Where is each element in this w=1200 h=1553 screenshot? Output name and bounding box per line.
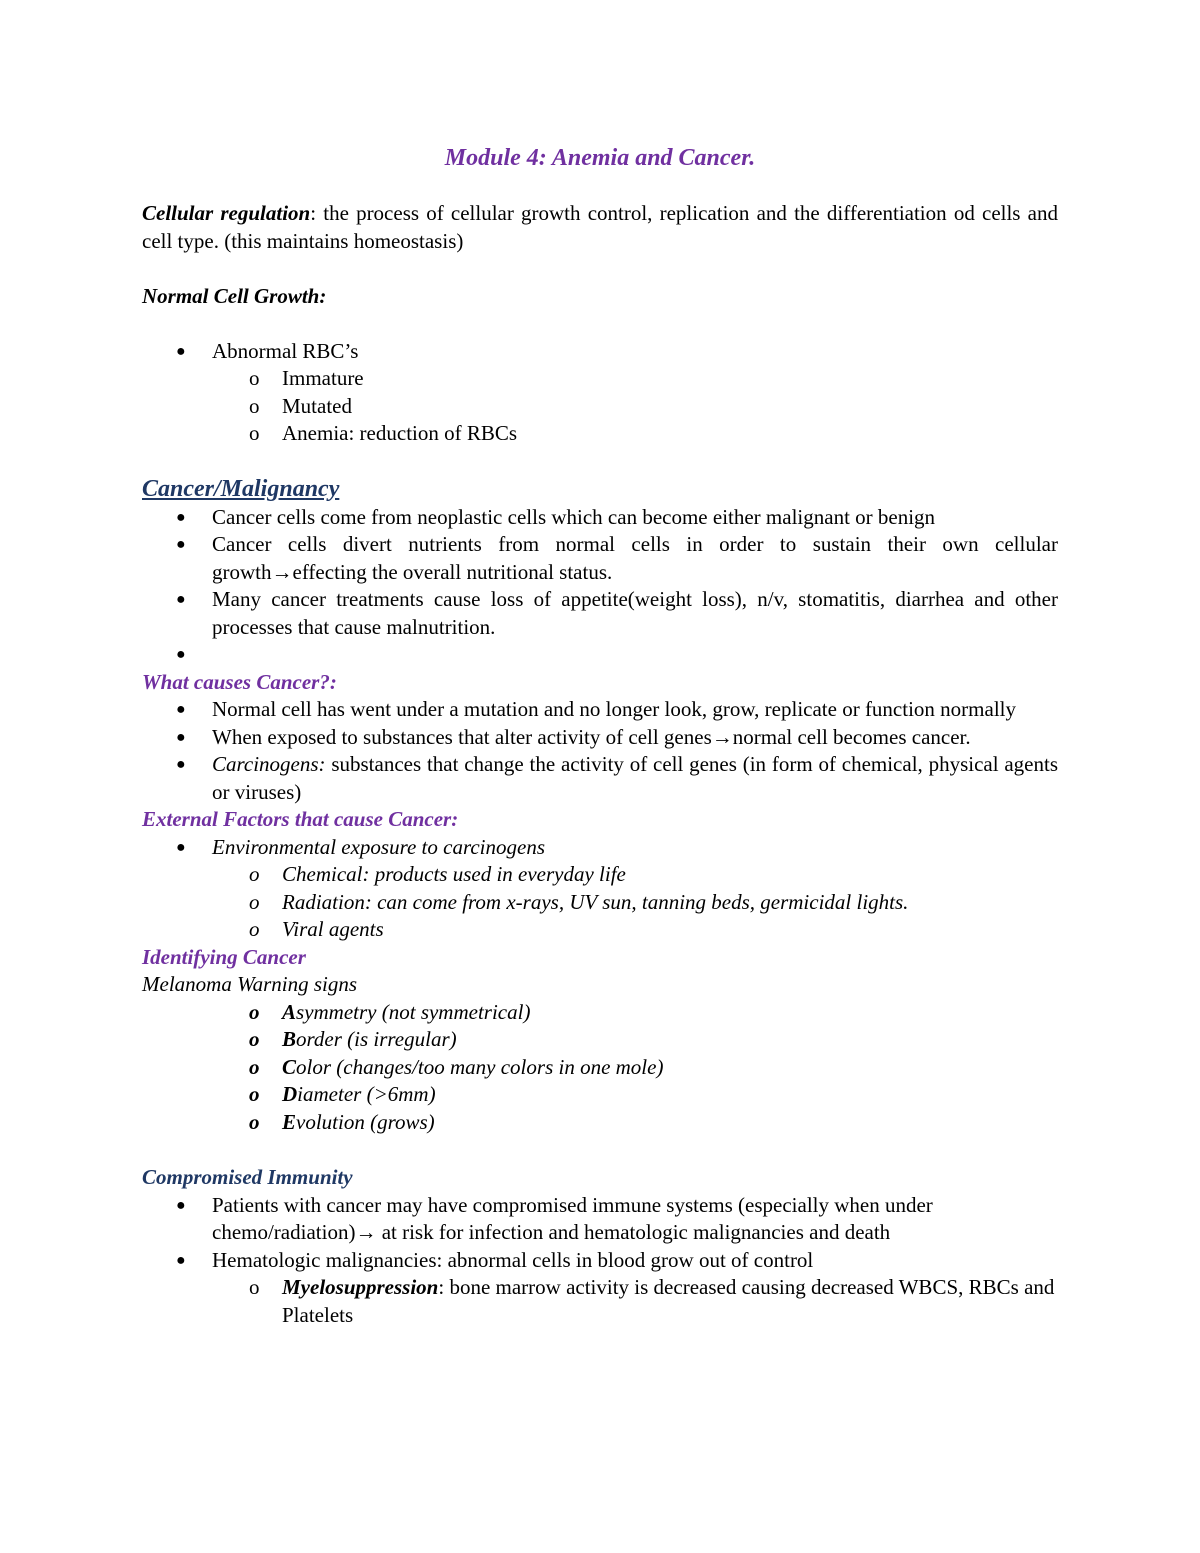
list-item: ● Hematologic malignancies: abnormal cells in blood grow out of control xyxy=(142,1247,1058,1275)
melanoma-subheading: Melanoma Warning signs xyxy=(142,972,358,996)
list-item: o Mutated xyxy=(142,393,1058,421)
what-causes-heading: What causes Cancer?: xyxy=(142,669,337,694)
list-item xyxy=(142,1274,1058,1329)
circle-bullet-icon: o xyxy=(249,917,260,941)
bullet-icon: ● xyxy=(176,1196,186,1214)
cancer-malignancy-heading: Cancer/Malignancy xyxy=(142,475,340,502)
page-title: Module 4: Anemia and Cancer. xyxy=(444,145,756,171)
identifying-cancer-heading: Identifying Cancer xyxy=(142,944,306,969)
carcinogens-definition: substances that change the activity of cell genes (in form of chemical, physical agents or viruses) xyxy=(212,752,1058,804)
bullet-icon: ● xyxy=(176,536,186,553)
circle-bullet-icon: o xyxy=(249,366,260,390)
bullet-icon: ● xyxy=(176,701,186,718)
normal-cell-growth-list xyxy=(142,338,1058,448)
list-item xyxy=(142,751,1058,806)
myelosuppression-definition: : bone marrow activity is decreased causing decreased WBCS, RBCs and Platelets xyxy=(282,1275,1055,1327)
list-item: ● Abnormal RBC’s xyxy=(142,338,1058,366)
list-item: ● Normal cell has went under a mutation and no longer look, grow, replicate or function normally xyxy=(142,696,1058,724)
cellular-regulation-term: Cellular regulation xyxy=(142,201,311,225)
circle-bullet-icon: o xyxy=(249,393,260,418)
list-item: o Anemia: reduction of RBCs xyxy=(142,420,1058,448)
compromised-immunity-list xyxy=(142,1192,1058,1330)
circle-bullet-icon: o xyxy=(249,999,260,1024)
list-item: ● Cancer cells come from neoplastic cells which can become either malignant or benign xyxy=(142,504,1058,532)
list-item: o Diameter (>6mm) xyxy=(142,1081,1058,1109)
bullet-icon: ● xyxy=(176,508,186,526)
bullet-icon: ● xyxy=(176,646,186,663)
circle-bullet-icon: o xyxy=(249,1275,260,1299)
list-item: ● When exposed to substances that alter activity of cell genes→normal cell becomes cancer. xyxy=(142,724,1058,752)
compromised-immunity-heading: Compromised Immunity xyxy=(142,1165,353,1189)
cancer-malignancy-list xyxy=(142,504,1058,669)
list-item: o Viral agents xyxy=(142,916,1058,944)
normal-cell-growth-heading: Normal Cell Growth: xyxy=(142,283,327,308)
list-item: ● Cancer cells divert nutrients from normal cells in order to sustain their own cellular growth→effecting the overall nutritional status. xyxy=(176,532,1058,584)
cellular-regulation-paragraph xyxy=(142,200,1058,255)
list-item: o Radiation: can come from x-rays, UV sun, tanning beds, germicidal lights. xyxy=(142,889,1058,917)
myelosuppression-term: Myelosuppression xyxy=(282,1275,439,1299)
circle-bullet-icon: o xyxy=(249,421,260,445)
list-item: o Immature xyxy=(142,365,1058,393)
external-factors-list xyxy=(142,834,1058,944)
circle-bullet-icon: o xyxy=(249,862,260,886)
list-item: o Chemical: products used in everyday life xyxy=(142,861,1058,889)
what-causes-list xyxy=(142,696,1058,806)
carcinogens-term: Carcinogens: xyxy=(212,752,326,776)
external-factors-heading: External Factors that cause Cancer: xyxy=(142,807,459,831)
circle-bullet-icon: o xyxy=(249,1027,260,1051)
list-item: ● Patients with cancer may have compromised immune systems (especially when under chemo/radiation)→ at risk for infection and hematologic malignancies and death xyxy=(176,1192,933,1244)
circle-bullet-icon: o xyxy=(249,1082,260,1106)
bullet-icon: ● xyxy=(176,342,186,360)
bullet-icon: ● xyxy=(176,1251,186,1269)
list-item: ● Many cancer treatments cause loss of appetite(weight loss), n/v, stomatitis, diarrhea and other processes that cause malnutrition. xyxy=(176,587,1058,639)
list-item: ● Environmental exposure to carcinogens xyxy=(142,834,1058,862)
bullet-icon: ● xyxy=(176,838,186,856)
bullet-icon: ● xyxy=(176,728,186,746)
list-item: o Evolution (grows) xyxy=(142,1109,1058,1137)
melanoma-signs-list xyxy=(142,999,1058,1137)
circle-bullet-icon: o xyxy=(249,1109,260,1134)
circle-bullet-icon: o xyxy=(249,889,260,914)
list-item: o Color (changes/too many colors in one mole) xyxy=(142,1054,1058,1082)
list-item xyxy=(142,641,1058,669)
bullet-icon: ● xyxy=(176,591,186,608)
bullet-icon: ● xyxy=(176,756,186,773)
list-item: o Asymmetry (not symmetrical) xyxy=(142,999,1058,1027)
list-item: o Border (is irregular) xyxy=(142,1026,1058,1054)
cellular-regulation-definition: : the process of cellular growth control, replication and the differentiation od cells and cell type. (this maintains homeostasis) xyxy=(142,201,1058,253)
circle-bullet-icon: o xyxy=(249,1054,260,1079)
